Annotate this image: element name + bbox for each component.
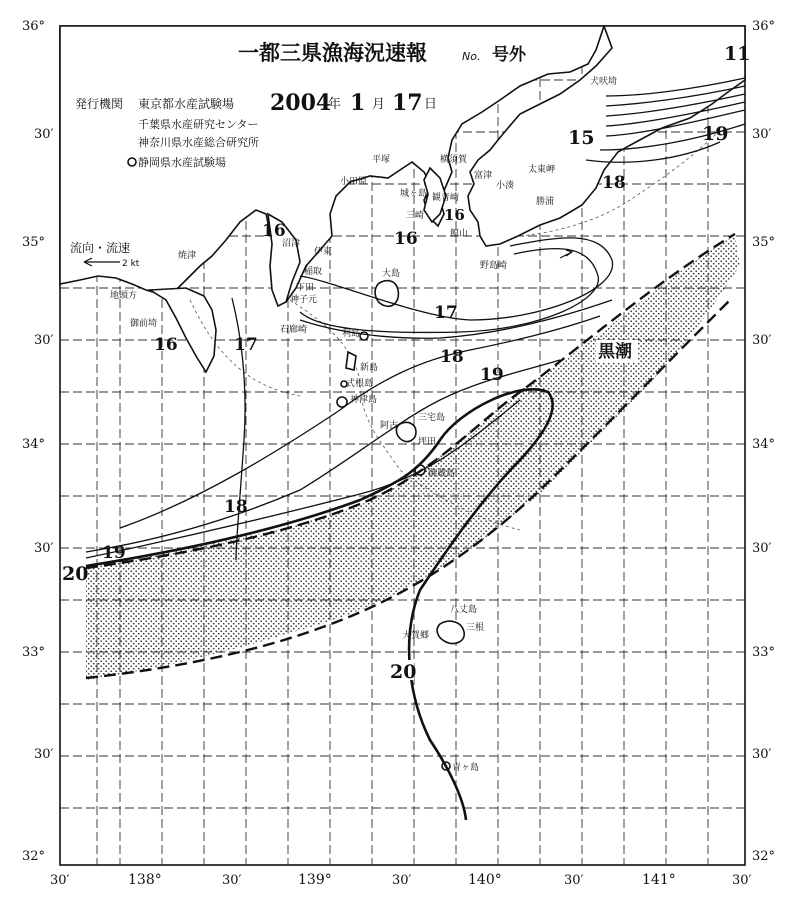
place-nojimazaki[interactable]: 野島崎	[480, 261, 508, 271]
lat-right-35-30: 30′	[752, 127, 772, 142]
date-month: 1	[350, 90, 366, 116]
issue-suffix: 号外	[492, 45, 526, 65]
lon-141-30: 30′	[732, 873, 752, 888]
lat-right-33-30: 30′	[752, 541, 772, 556]
place-inatori[interactable]: 稲取	[304, 267, 323, 277]
issue-no: No.	[462, 50, 481, 63]
place-mikurajima[interactable]: 御蔵島	[428, 469, 456, 479]
place-misaki[interactable]: 三崎	[406, 211, 425, 221]
publisher-1: 東京都水産試験場	[138, 97, 235, 111]
lon-138-30: 30′	[222, 873, 242, 888]
place-okago[interactable]: 大賀郷	[402, 631, 430, 641]
isotherm-label-19a[interactable]: 19	[702, 123, 729, 145]
kuroshio-label[interactable]: 黒潮	[598, 342, 632, 362]
date-day: 17	[392, 90, 423, 116]
place-ako[interactable]: 阿古	[380, 421, 399, 431]
place-numazu[interactable]: 沼津	[282, 239, 301, 249]
lon-137-30: 30′	[50, 873, 70, 888]
lat-left-34-30: 30′	[34, 333, 54, 348]
place-inubosaki[interactable]: 犬吠埼	[590, 77, 618, 87]
place-shimoda[interactable]: 下田	[296, 283, 315, 293]
isotherm-label-18a[interactable]: 18	[602, 173, 626, 193]
isotherm-label-17b[interactable]: 17	[434, 303, 458, 323]
place-futtsu[interactable]: 富津	[474, 171, 493, 181]
lat-left-36: 36°	[22, 19, 46, 34]
isotherm-label-16b[interactable]: 16	[394, 229, 418, 249]
place-katsuura[interactable]: 勝浦	[536, 197, 555, 207]
lat-left-34: 34°	[22, 437, 46, 452]
isotherm-label-15[interactable]: 15	[568, 127, 595, 149]
isotherm-label-19b[interactable]: 19	[480, 365, 504, 385]
place-kannonzaki[interactable]: 観音崎	[432, 193, 460, 203]
lon-140-30: 30′	[564, 873, 584, 888]
place-yokosuka[interactable]: 横須賀	[440, 155, 468, 165]
publisher-heading: 発行機関	[75, 97, 124, 111]
place-taitomisaki[interactable]: 太東岬	[528, 165, 556, 175]
lat-right-34-30: 30′	[752, 333, 772, 348]
isotherm-label-16a[interactable]: 16	[262, 221, 286, 241]
legend-speed: 2 kt	[122, 259, 140, 269]
place-oshima[interactable]: 大島	[382, 269, 401, 279]
isotherm-label-19c[interactable]: 19	[102, 543, 126, 563]
lat-left-35: 35°	[22, 235, 46, 250]
lat-right-32: 32°	[752, 849, 776, 864]
date-year-unit: 年	[328, 97, 342, 112]
place-hachijojima[interactable]: 八丈島	[450, 605, 478, 615]
place-kozushima[interactable]: 神津島	[350, 395, 378, 405]
place-tateyama[interactable]: 館山	[450, 229, 469, 239]
place-tsubota[interactable]: 坪田	[418, 437, 437, 447]
place-omaezaki[interactable]: 御前埼	[130, 319, 158, 329]
lat-left-32: 32°	[22, 849, 46, 864]
isotherm-label-20a[interactable]: 20	[62, 563, 89, 585]
lat-right-34: 34°	[752, 437, 776, 452]
place-hiratsuka[interactable]: 平塚	[372, 155, 391, 165]
longitude-labels	[50, 872, 752, 888]
place-kominato[interactable]: 小湊	[496, 181, 515, 191]
chart-title: 一都三県漁海況速報	[238, 40, 427, 65]
island-miyakejima	[396, 422, 416, 441]
lat-left-33-30: 30′	[34, 541, 54, 556]
place-ito[interactable]: 伊東	[314, 247, 333, 257]
place-aogashima[interactable]: 青ヶ島	[452, 763, 480, 773]
isotherm-label-17a[interactable]: 17	[234, 335, 258, 355]
isotherm-label-11[interactable]: 11	[724, 43, 751, 65]
isotherm-label-16d[interactable]: 16	[154, 335, 178, 355]
isotherm-label-20b[interactable]: 20	[390, 661, 417, 683]
lat-right-35: 35°	[752, 235, 776, 250]
place-irozaki[interactable]: 石廊崎	[280, 325, 308, 335]
place-odawara[interactable]: 小田原	[340, 177, 368, 187]
isotherm-label-16c[interactable]: 16	[444, 206, 465, 224]
publisher-3: 神奈川県水産総合研究所	[138, 136, 259, 149]
publisher-4: 静岡県水産試験場	[138, 156, 226, 169]
island-oshima	[375, 281, 398, 307]
lon-139: 139°	[298, 872, 332, 888]
date-year: 2004	[270, 90, 332, 116]
island-niijima	[346, 352, 356, 370]
isotherm-label-18b[interactable]: 18	[440, 347, 464, 367]
lon-138: 138°	[128, 872, 162, 888]
place-toshima[interactable]: 利島	[342, 329, 361, 339]
lat-right-36: 36°	[752, 19, 776, 34]
place-yaizu[interactable]: 焼津	[178, 251, 197, 261]
lat-right-32-30: 30′	[752, 747, 772, 762]
date-month-unit: 月	[372, 97, 386, 112]
publisher-2: 千葉県水産研究センター	[138, 118, 259, 131]
lat-left-32-30: 30′	[34, 747, 54, 762]
lon-139-30: 30′	[392, 873, 412, 888]
place-jogashima[interactable]: 城ヶ島	[400, 189, 428, 199]
lon-141: 141°	[642, 872, 676, 888]
date-day-unit: 日	[424, 97, 438, 112]
lat-left-35-30: 30′	[34, 127, 54, 142]
place-mitsune[interactable]: 三根	[466, 623, 485, 633]
place-shikinejima[interactable]: 式根島	[346, 379, 374, 389]
place-chikyukata[interactable]: 地頭方	[110, 291, 138, 301]
place-mikomoto[interactable]: 神子元	[290, 295, 318, 305]
lat-right-33: 33°	[752, 645, 776, 660]
legend-label: 流向・流速	[70, 241, 131, 255]
isotherm-label-18c[interactable]: 18	[224, 497, 248, 517]
place-miyake[interactable]: 三宅島	[418, 413, 446, 423]
place-niijima[interactable]: 新島	[360, 363, 379, 373]
lat-left-33: 33°	[22, 645, 46, 660]
lon-140: 140°	[468, 872, 502, 888]
